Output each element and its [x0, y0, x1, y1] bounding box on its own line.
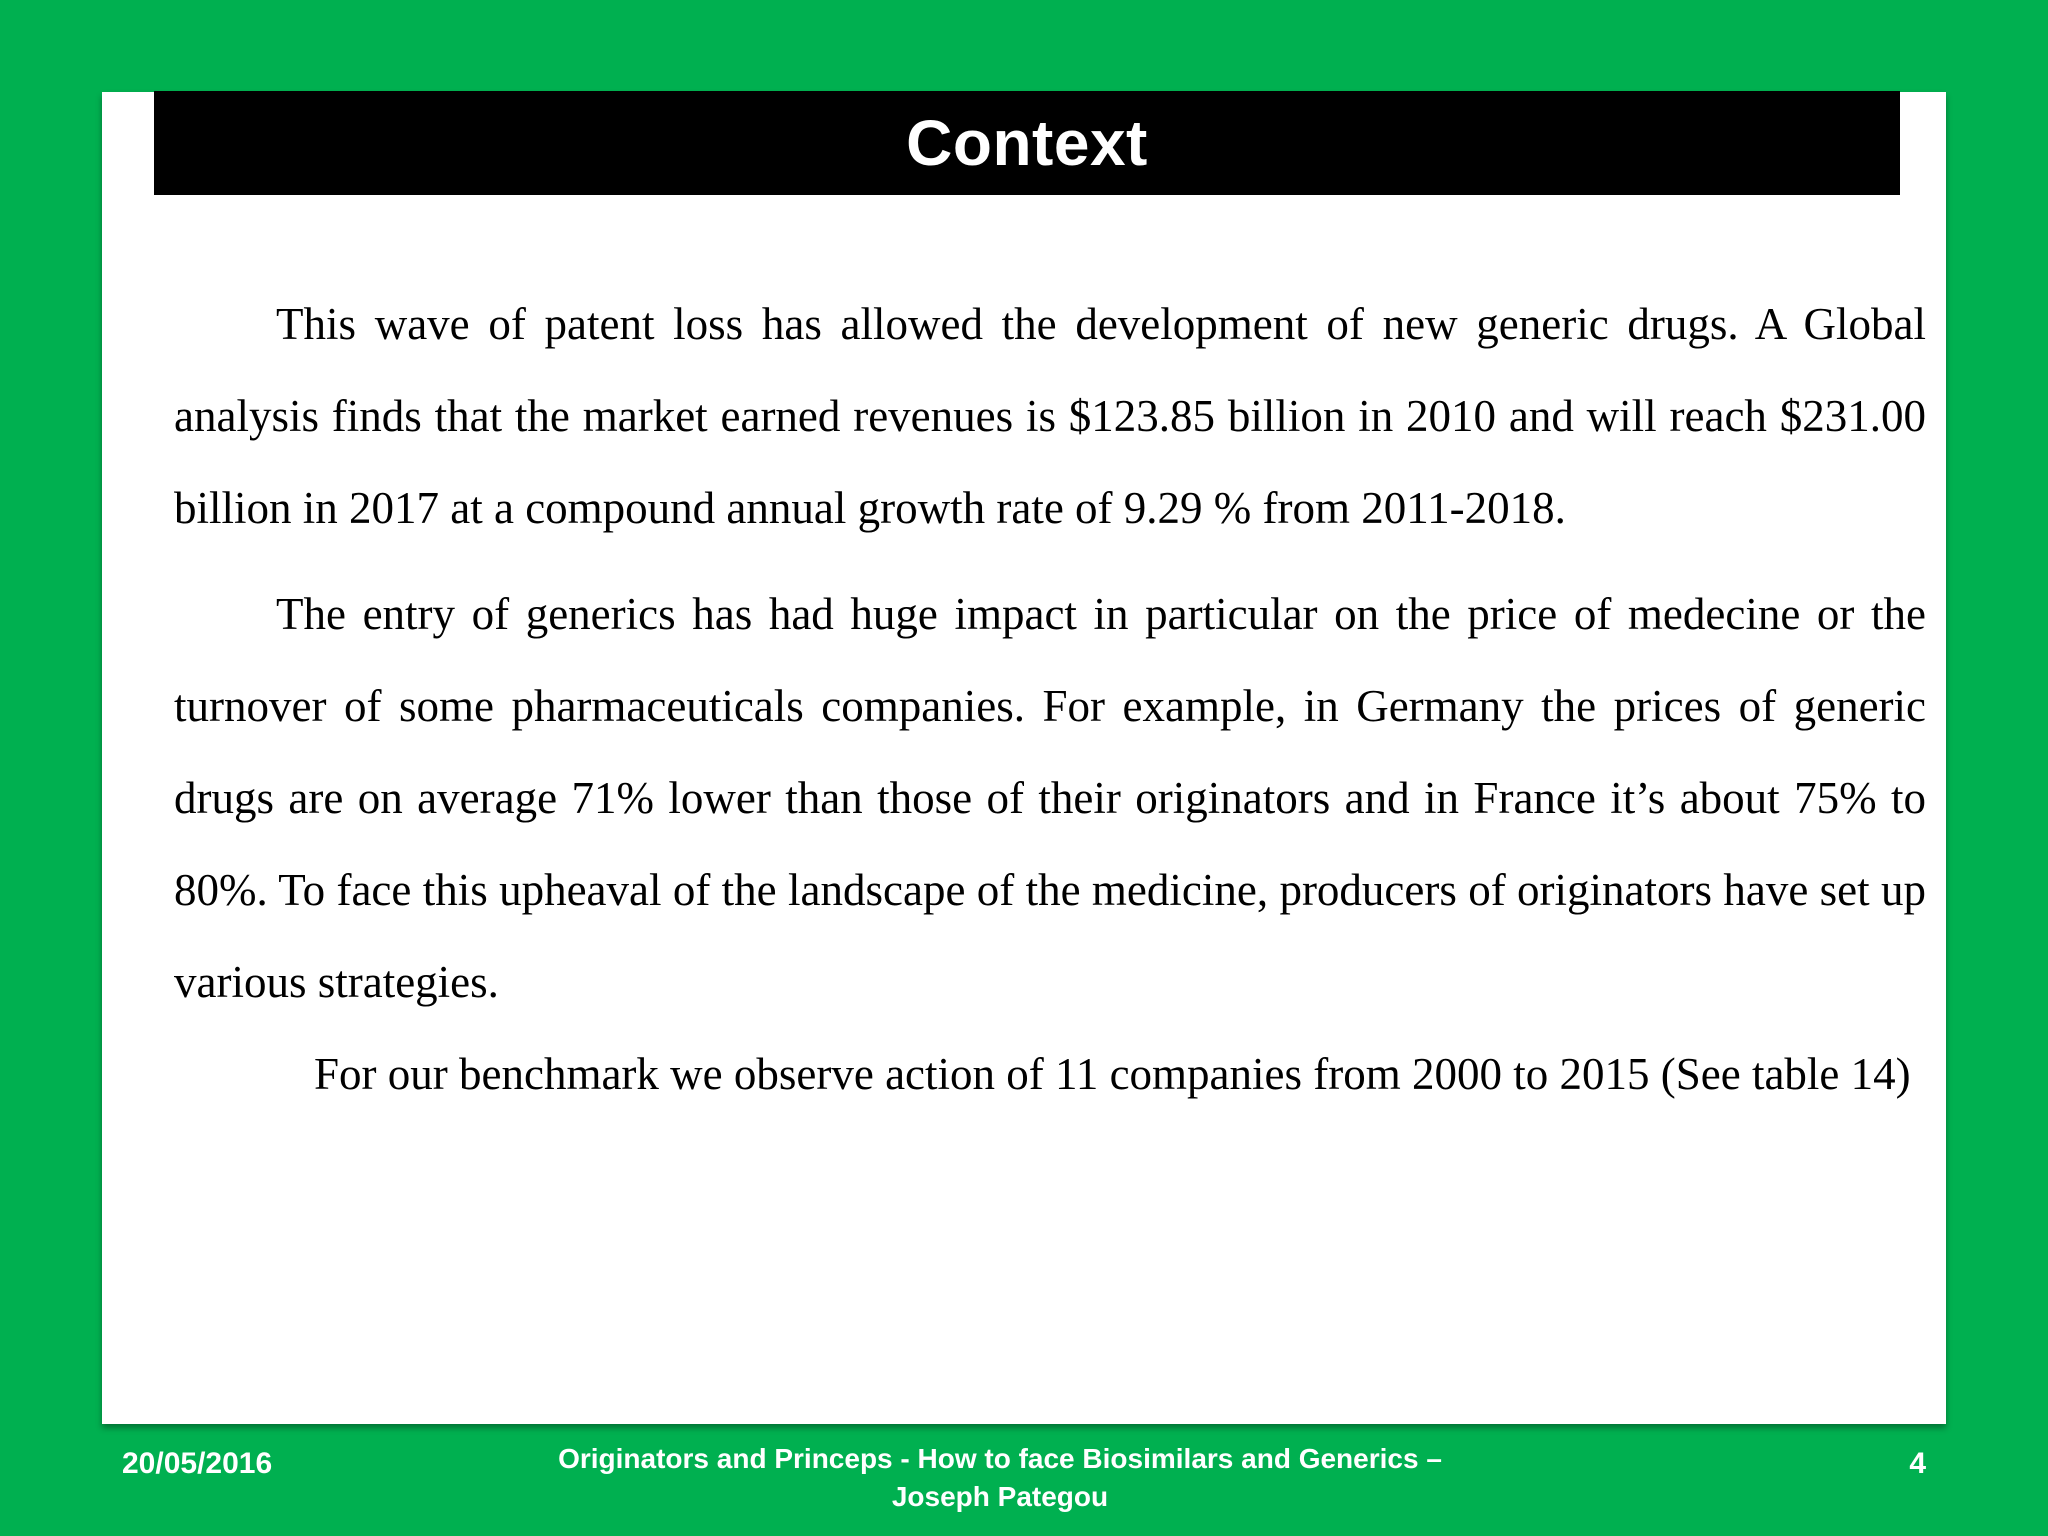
paragraph-market-growth: This wave of patent loss has allowed the development of new generic drugs. A Global analysis finds that the market earned revenues is $123.85 billion in 2010 and will reach $231.00 billion in 2017 at a compound annual growth rate of 9.29 % from 2011-2018. [174, 299, 1926, 533]
footer-presentation-title [480, 1440, 1520, 1516]
paragraph-benchmark: For our benchmark we observe action of 11 companies from 2000 to 2015 (See table 14) [314, 1049, 1911, 1099]
slide-title: Context [906, 107, 1148, 179]
footer-title-line-1: Originators and Princeps - How to face Biosimilars and Generics – [558, 1443, 1442, 1474]
title-bar [154, 91, 1900, 195]
paragraph-generics-impact: The entry of generics has had huge impact in particular on the price of medecine or the turnover of some pharmaceuticals companies. For example, in Germany the prices of generic drugs are on average 71% lower than those of their originators and in France it’s about 75% to 80%. To face this upheaval of the landscape of the medicine, producers of originators have set up various strategies. [174, 589, 1926, 1007]
slide-body [174, 278, 1926, 1120]
footer-title-line-2: Joseph Pategou [891, 1481, 1109, 1512]
footer-date: 20/05/2016 [122, 1447, 273, 1480]
footer-page-number: 4 [1909, 1447, 1926, 1480]
